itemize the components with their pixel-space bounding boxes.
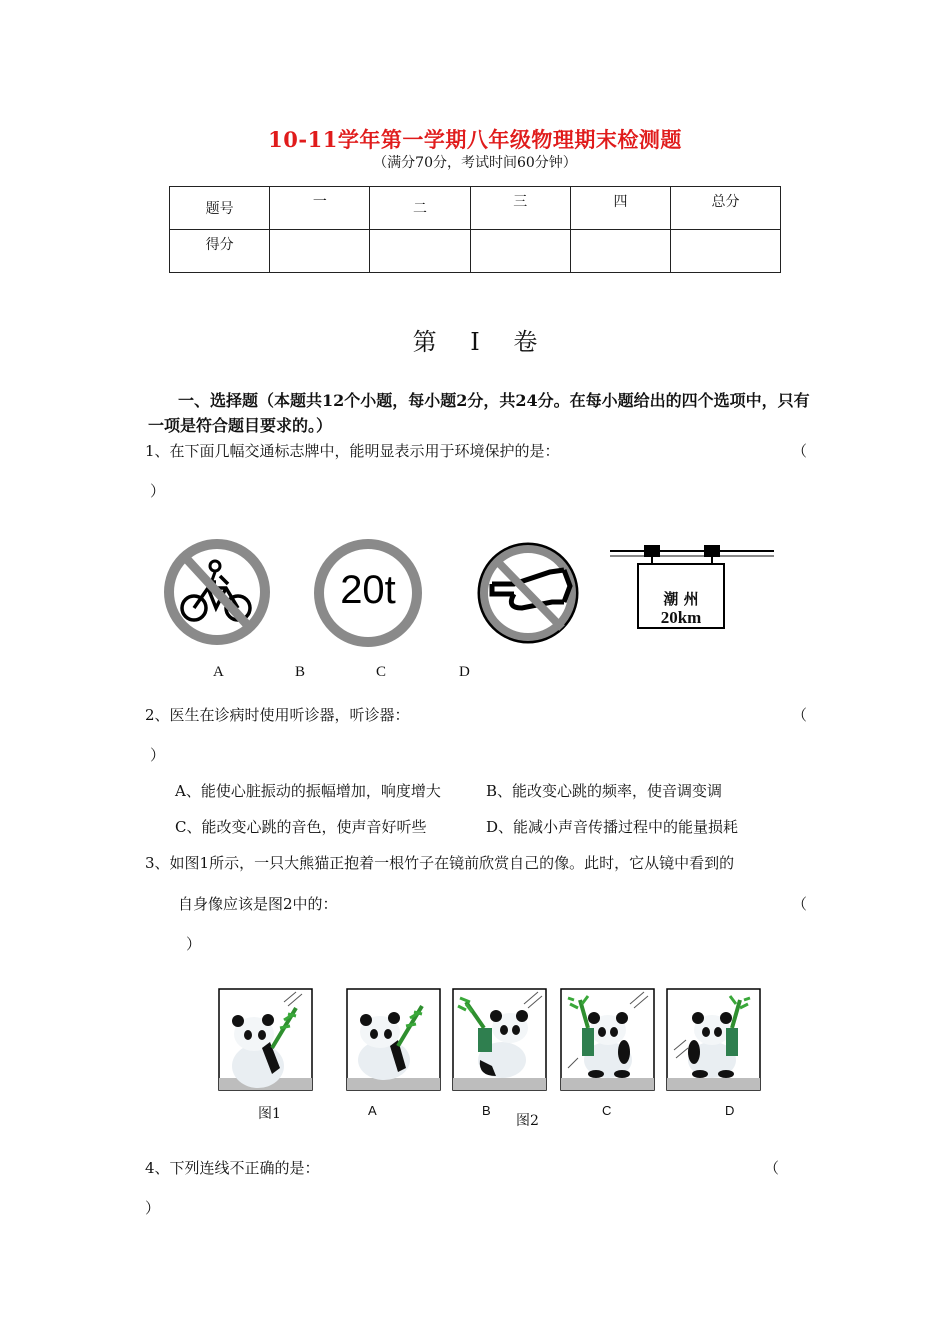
option-a: A、能使心脏振动的振幅增加，响度增大 [175, 782, 441, 800]
table-header-cell: 二 [370, 187, 470, 230]
no-bicycle-sign-icon [160, 536, 274, 648]
option-label-c: C [602, 1103, 612, 1118]
question-3-text: 3、如图1所示，一只大熊猫正抱着一根竹子在镜前欣赏自己的像。此时，它从镜中看到的 [145, 854, 735, 872]
answer-paren-open: （ [764, 1159, 780, 1177]
section-heading: 一、选择题（本题共12个小题，每小题2分，共24分。在每小题给出的四个选项中，只有一项是符合题目要求的。） [148, 391, 810, 435]
option-d: D、能减小声音传播过程中的能量损耗 [486, 818, 739, 836]
table-cell [470, 230, 570, 273]
table-header-cell: 题号 [170, 187, 270, 230]
option-label-b: B [295, 664, 306, 680]
answer-paren-close: ） [150, 482, 166, 500]
score-table [169, 186, 781, 273]
panda-option-a-icon [346, 988, 442, 1092]
table-cell [671, 230, 781, 273]
option-c: C、能改变心跳的音色，使声音好听些 [175, 818, 427, 836]
answer-paren-open: （ [792, 895, 808, 913]
option-label-b: B [482, 1103, 491, 1118]
no-horn-sign-icon [470, 540, 586, 646]
table-row [170, 187, 781, 230]
option-label-a: A [368, 1103, 377, 1118]
table-cell [570, 230, 670, 273]
table-header-cell: 一 [270, 187, 370, 230]
sign-place-name: 潮 州 [663, 590, 699, 608]
figure-1-label: 图1 [258, 1106, 281, 1122]
table-header-cell: 总分 [671, 187, 781, 230]
sign-distance: 20km [660, 608, 702, 627]
table-header-cell: 三 [470, 187, 570, 230]
panda-option-b-icon [452, 988, 548, 1092]
question-1-text: 1、在下面几幅交通标志牌中，能明显表示用于环境保护的是： [145, 442, 560, 460]
panda-option-d-icon [666, 988, 762, 1092]
option-label-d: D [459, 664, 470, 680]
page-subtitle: （满分70分，考试时间60分钟） [373, 155, 577, 171]
question-2-text: 2、医生在诊病时使用听诊器，听诊器： [145, 706, 410, 724]
option-label-c: C [376, 664, 387, 680]
question-3-text-cont: 自身像应该是图2中的： [178, 895, 338, 913]
option-b: B、能改变心跳的频率，使音调变调 [486, 782, 723, 800]
table-cell [370, 230, 470, 273]
volume-title: 第 I 卷 [412, 328, 538, 356]
table-header-cell: 四 [570, 187, 670, 230]
panda-option-c-icon [560, 988, 656, 1092]
answer-paren-close: ） [186, 935, 202, 953]
option-label-a: A [213, 664, 224, 680]
weight-limit-text: 20t [340, 568, 396, 612]
answer-paren-open: （ [792, 442, 808, 460]
option-label-d: D [725, 1103, 735, 1118]
table-cell [270, 230, 370, 273]
figure-2-label: 图2 [516, 1113, 539, 1129]
table-row-label: 得分 [170, 230, 270, 273]
panda-figure-1-icon [218, 988, 314, 1092]
question-4-text: 4、下列连线不正确的是： [145, 1159, 320, 1177]
page-title: 10-11学年第一学期八年级物理期末检测题 [268, 127, 682, 152]
answer-paren-close: ） [150, 746, 166, 764]
answer-paren-open: （ [792, 706, 808, 724]
answer-paren-close: ） [145, 1199, 161, 1217]
table-row [170, 230, 781, 273]
